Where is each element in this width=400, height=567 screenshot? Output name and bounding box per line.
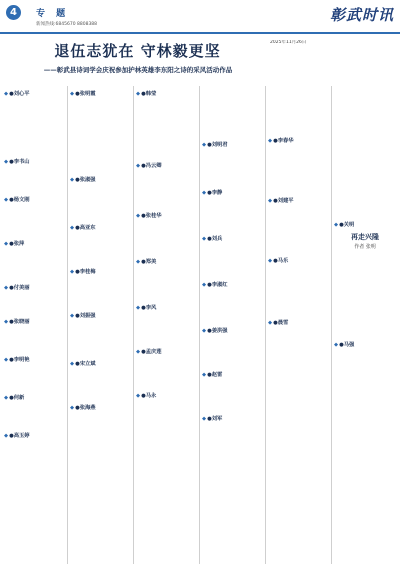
section-heading: ◆ ●张晓丽 — [4, 317, 66, 325]
section-heading: ◆ ●马强 — [334, 340, 396, 348]
poem-author: 作者 张明 — [354, 244, 376, 250]
intro-text-block — [270, 40, 396, 98]
section-heading: ◆ ●韩莹 — [136, 89, 198, 97]
section-heading: ◆ ●付美丽 — [4, 283, 66, 291]
text-column-6 — [334, 100, 396, 562]
page-number: 4 — [6, 5, 21, 20]
masthead-logo: 彰武时讯 — [329, 6, 394, 24]
section-heading: ◆ ●张明霞 — [70, 89, 132, 97]
header-meta: 新闻热线:6845670 8808388 — [36, 22, 98, 27]
section-heading: ◆ ●刘兵 — [202, 234, 264, 242]
subheadline: ——彰武县诗词学会庆祝参加护林英雄李东阳之诗的采风活动作品 — [43, 66, 233, 74]
section-heading: ◆ ●李春华 — [268, 136, 330, 144]
section-heading: ◆ ●李桂梅 — [70, 267, 132, 275]
text-column-2 — [70, 86, 132, 562]
section-heading: ◆ ●高亚东 — [70, 223, 132, 231]
intro-date: 2025年11月26日 — [270, 40, 307, 45]
section-heading: ◆ ●张萍 — [4, 239, 66, 247]
poem-title: 再走兴隆 — [351, 233, 379, 241]
text-column-1 — [4, 86, 66, 562]
section-heading: ◆ ●张海燕 — [70, 403, 132, 411]
text-column-5 — [268, 100, 330, 562]
section-heading: ◆ ●孟庆莲 — [136, 347, 198, 355]
section-heading: ◆ ●赵雷 — [202, 370, 264, 378]
section-heading: ◆ ●李静 — [202, 188, 264, 196]
page-header — [0, 0, 400, 34]
column-rule — [331, 86, 332, 564]
section-heading: ◆ ●晨雪 — [268, 318, 330, 326]
section-heading: ◆ ●何新 — [4, 393, 66, 401]
section-heading: ◆ ●冯云卿 — [136, 161, 198, 169]
section-heading: ◆ ●刘军 — [202, 414, 264, 422]
section-heading: ◆ ●高玉婷 — [4, 431, 66, 439]
column-rule — [133, 86, 134, 564]
section-heading: ◆ ●李书山 — [4, 157, 66, 165]
section-heading: ◆ ●刘心平 — [4, 89, 66, 97]
section-heading: ◆ ●张桂华 — [136, 211, 198, 219]
headline: 退伍志犹在 守林毅更坚 — [54, 42, 221, 60]
section-heading: ◆ ●张淑强 — [70, 175, 132, 183]
section-heading: ◆ ●李淑红 — [202, 280, 264, 288]
section-heading: ◆ ●刘振强 — [70, 311, 132, 319]
section-heading: ◆ ●李明艳 — [4, 355, 66, 363]
section-heading: ◆ ●李风 — [136, 303, 198, 311]
section-heading: ◆ ●杨文刚 — [4, 195, 66, 203]
section-heading: ◆ ●姜洪强 — [202, 326, 264, 334]
intro-paragraph — [270, 46, 396, 52]
column-rule — [199, 86, 200, 564]
text-column-3 — [136, 86, 198, 562]
text-column-4 — [202, 86, 264, 562]
section-heading: ◆ ●刘明君 — [202, 140, 264, 148]
section-heading: ◆ ●宋立斌 — [70, 359, 132, 367]
section-heading: ◆ ●刘建平 — [268, 196, 330, 204]
section-title: 专 题 — [36, 9, 70, 19]
section-heading: ◆ ●马乐 — [268, 256, 330, 264]
section-heading: ◆ ●郑美 — [136, 257, 198, 265]
section-heading: ◆ ●关明 — [334, 220, 396, 228]
column-rule — [265, 86, 266, 564]
column-rule — [67, 86, 68, 564]
section-heading: ◆ ●马永 — [136, 391, 198, 399]
